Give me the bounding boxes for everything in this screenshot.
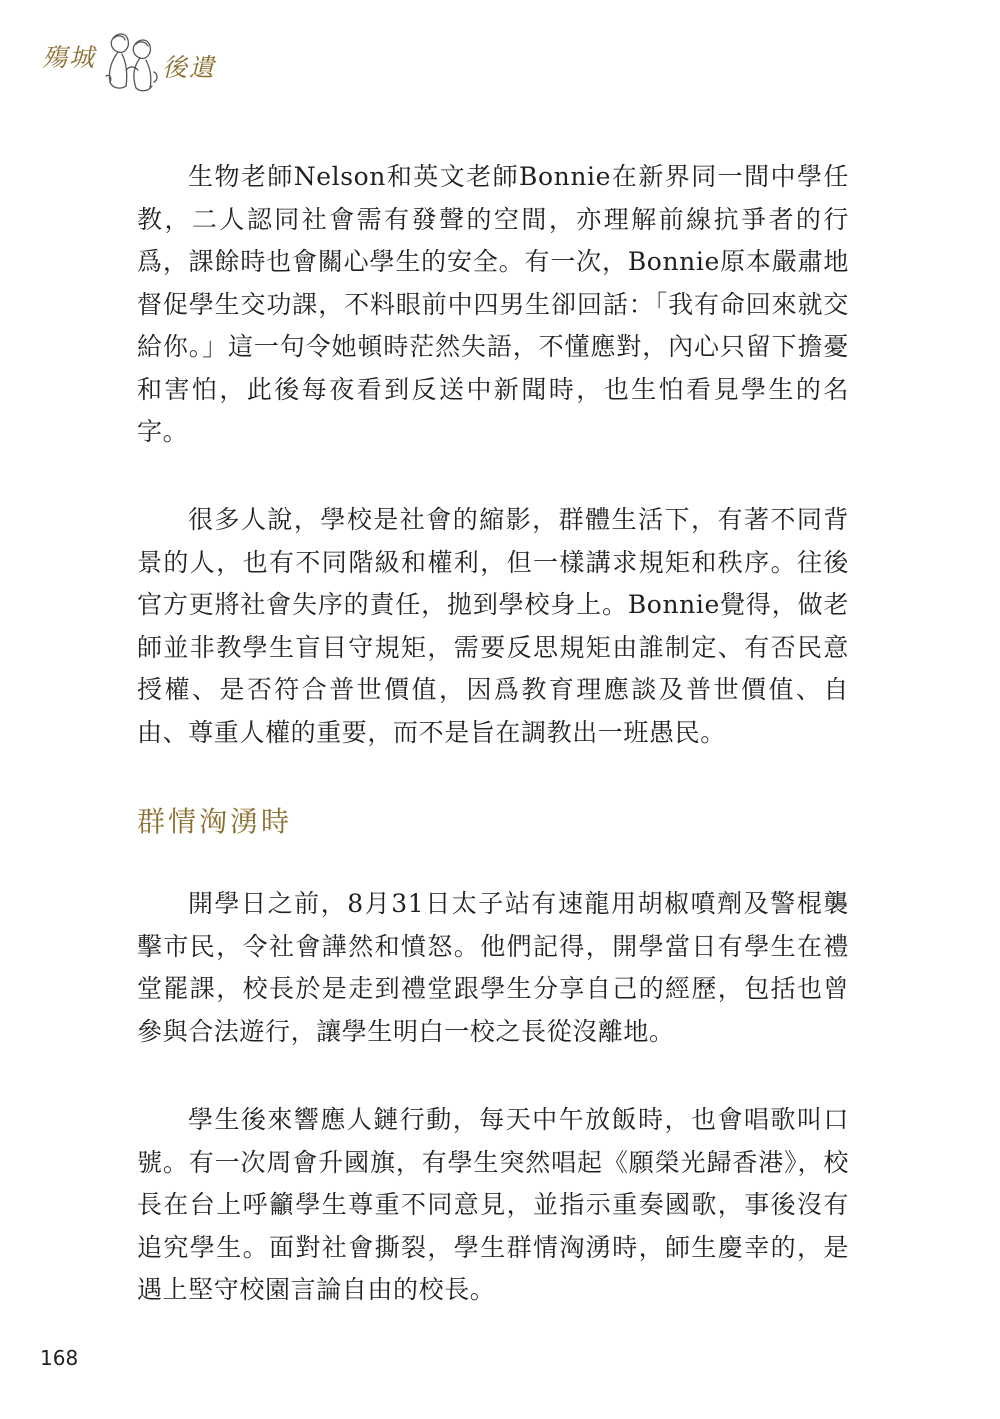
logo-title-left: 殤城 [42,43,97,72]
body-paragraph: 開學日之前，8月31日太子站有速龍用胡椒噴劑及警棍襲擊市民，令社會譁然和憤怒。他們記得，開學當日有學生在禮堂罷課，校長於是走到禮堂跟學生分享自己的經歷，包括也曾參與合法遊行，讓學生明白一校之長從沒離地。 [137,889,849,1046]
logo-title-right: 後遺 [162,53,217,82]
logo-figure-illustration [98,26,162,96]
body-paragraph: 學生後來響應人鏈行動，每天中午放飯時，也會唱歌叫口號。有一次周會升國旗，有學生突然唱起《願榮光歸香港》，校長在台上呼籲學生尊重不同意見，並指示重奏國歌，事後沒有追究學生。面對社會撕裂，學生群情洶湧時，師生慶幸的，是遇上堅守校園言論自由的校長。 [137,1105,849,1304]
book-logo [40,26,230,96]
body-paragraph: 很多人說，學校是社會的縮影，群體生活下，有著不同背景的人，也有不同階級和權利，但一樣講求規矩和秩序。往後官方更將社會失序的責任，拋到學校身上。Bonnie覺得，做老師並非教學生盲目守規矩，需要反思規矩由誰制定、有否民意授權、是否符合普世價值，因爲教育理應談及普世價值、自由、尊重人權的重要，而不是旨在調教出一班愚民。 [137,505,849,747]
page-number: 168 [40,1346,79,1370]
section-heading: 群情洶湧時 [137,805,293,838]
body-paragraph: 生物老師Nelson和英文老師Bonnie在新界同一間中學任教，二人認同社會需有發聲的空間，亦理解前線抗爭者的行爲，課餘時也會關心學生的安全。有一次，Bonnie原本嚴肅地督促學生交功課，不料眼前中四男生卻回話：「我有命回來就交給你。」這一句令她頓時茫然失語，不懂應對，內心只留下擔憂和害怕，此後每夜看到反送中新聞時，也生怕看見學生的名字。 [137,162,849,446]
